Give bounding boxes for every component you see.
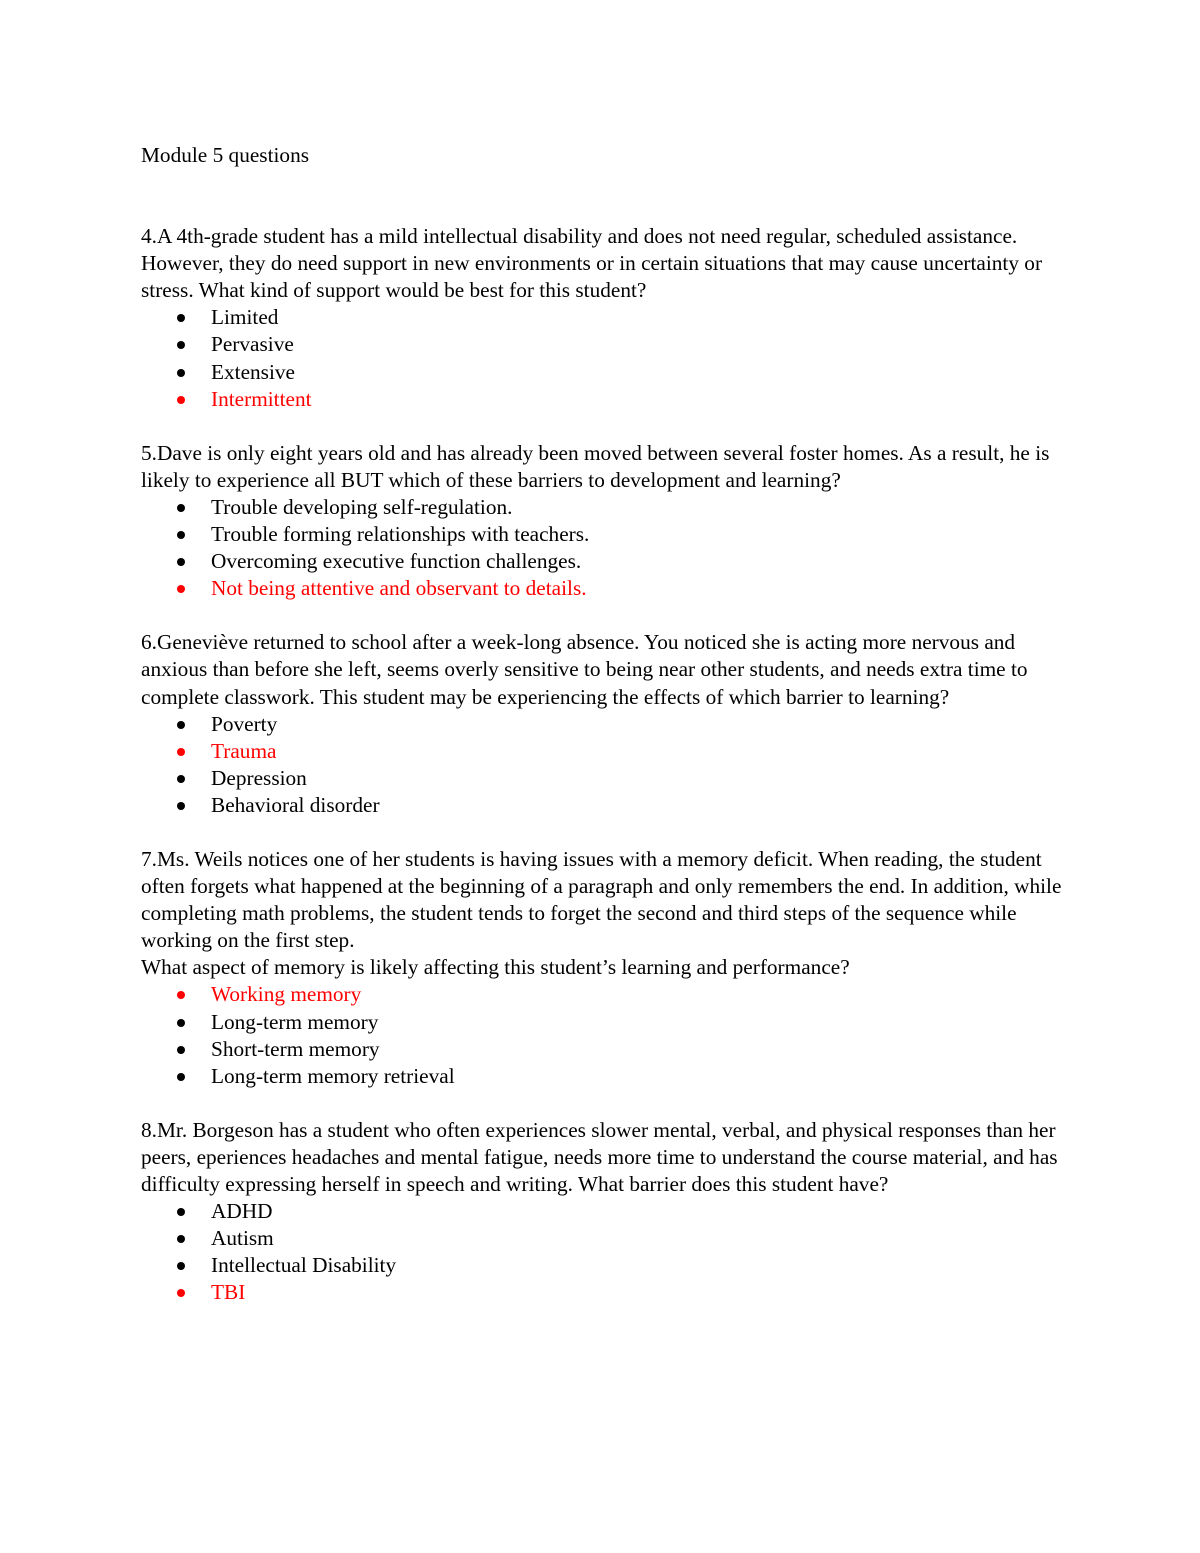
question-block [141, 846, 1066, 1090]
question-block [141, 629, 1066, 819]
answer-label: Depression [211, 765, 307, 790]
answer-label: Poverty [211, 711, 278, 736]
answer-option [141, 1036, 1066, 1063]
bullet-icon [177, 1019, 185, 1027]
answer-label: Short-term memory [211, 1036, 380, 1061]
answer-options [141, 711, 1066, 819]
answer-option [141, 792, 1066, 819]
answer-option [141, 765, 1066, 792]
bullet-icon [177, 1235, 185, 1243]
answer-options [141, 304, 1066, 412]
answer-label: Overcoming executive function challenges. [211, 549, 582, 574]
answer-label: Long-term memory [211, 1009, 379, 1034]
bullet-icon [177, 314, 185, 322]
bullet-icon [177, 1289, 185, 1297]
answer-label: Working memory [211, 982, 362, 1007]
document-title: Module 5 questions [141, 143, 310, 167]
answer-options [141, 981, 1066, 1089]
answer-option [141, 521, 1066, 548]
answer-label: Limited [211, 305, 279, 330]
bullet-icon [177, 802, 185, 810]
answer-option [141, 711, 1066, 738]
bullet-icon [177, 1208, 185, 1216]
answer-label: Intermittent [211, 386, 312, 411]
answer-label: Long-term memory retrieval [211, 1063, 455, 1088]
answer-label: ADHD [211, 1199, 273, 1224]
answer-label: Intellectual Disability [211, 1253, 397, 1278]
answer-label: Trauma [211, 738, 277, 763]
answer-option-correct [141, 575, 1066, 602]
answer-label: Behavioral disorder [211, 792, 380, 817]
question-text: What aspect of memory is likely affecting this student’s learning and performance? [141, 955, 850, 980]
answer-options [141, 494, 1066, 602]
answer-label: Extensive [211, 359, 295, 384]
question-list [141, 223, 1066, 1306]
bullet-icon [177, 531, 185, 539]
answer-option [141, 331, 1066, 358]
bullet-icon [177, 369, 185, 377]
question-block [141, 1117, 1066, 1307]
answer-option [141, 304, 1066, 331]
answer-option [141, 359, 1066, 386]
question-text: 8.Mr. Borgeson has a student who often experiences slower mental, verbal, and physical responses than her peers, eperiences headaches and mental fatigue, needs more time to understand the course material, and has difficulty expressing herself in speech and writing. What barrier does this student have? [141, 1117, 1058, 1196]
question-text: 4.A 4th-grade student has a mild intellectual disability and does not need regular, scheduled assistance. However, they do need support in new environments or in certain situations that may cause uncertainty or stress. What kind of support would be best for this student? [141, 224, 1043, 303]
question-block [141, 440, 1066, 603]
answer-option [141, 1063, 1066, 1090]
answer-option-correct [141, 981, 1066, 1008]
answer-option [141, 1009, 1066, 1036]
answer-option [141, 1225, 1066, 1252]
answer-option [141, 548, 1066, 575]
bullet-icon [177, 585, 185, 593]
bullet-icon [177, 1046, 185, 1054]
question-text: 6.Geneviève returned to school after a week-long absence. You noticed she is acting more nervous and anxious than before she left, seems overly sensitive to being near other students, and needs extra time to complete classwork. This student may be experiencing the effects of which barrier to learning? [141, 630, 1028, 709]
question-block [141, 223, 1066, 413]
bullet-icon [177, 1262, 185, 1270]
bullet-icon [177, 775, 185, 783]
bullet-icon [177, 504, 185, 512]
question-text: 7.Ms. Weils notices one of her students is having issues with a memory deficit. When reading, the student often forgets what happened at the beginning of a paragraph and only remembers the end. In addition, while completing math problems, the student tends to forget the second and third steps of the sequence while working on the first step. [141, 846, 1062, 953]
answer-option-correct [141, 386, 1066, 413]
answer-option-correct [141, 1279, 1066, 1306]
bullet-icon [177, 1073, 185, 1081]
bullet-icon [177, 991, 185, 999]
answer-option [141, 494, 1066, 521]
answer-option [141, 1198, 1066, 1225]
answer-label: Autism [211, 1226, 274, 1251]
answer-option-correct [141, 738, 1066, 765]
bullet-icon [177, 558, 185, 566]
document-page [141, 142, 1066, 1333]
answer-options [141, 1198, 1066, 1306]
answer-label: Trouble forming relationships with teachers. [211, 522, 590, 547]
answer-label: TBI [211, 1280, 246, 1305]
bullet-icon [177, 341, 185, 349]
bullet-icon [177, 396, 185, 404]
answer-label: Trouble developing self-regulation. [211, 494, 513, 519]
bullet-icon [177, 748, 185, 756]
answer-label: Not being attentive and observant to details. [211, 576, 587, 601]
question-text: 5.Dave is only eight years old and has already been moved between several foster homes. As a result, he is likely to experience all BUT which of these barriers to development and learning? [141, 440, 1050, 492]
answer-label: Pervasive [211, 332, 294, 357]
answer-option [141, 1252, 1066, 1279]
bullet-icon [177, 721, 185, 729]
